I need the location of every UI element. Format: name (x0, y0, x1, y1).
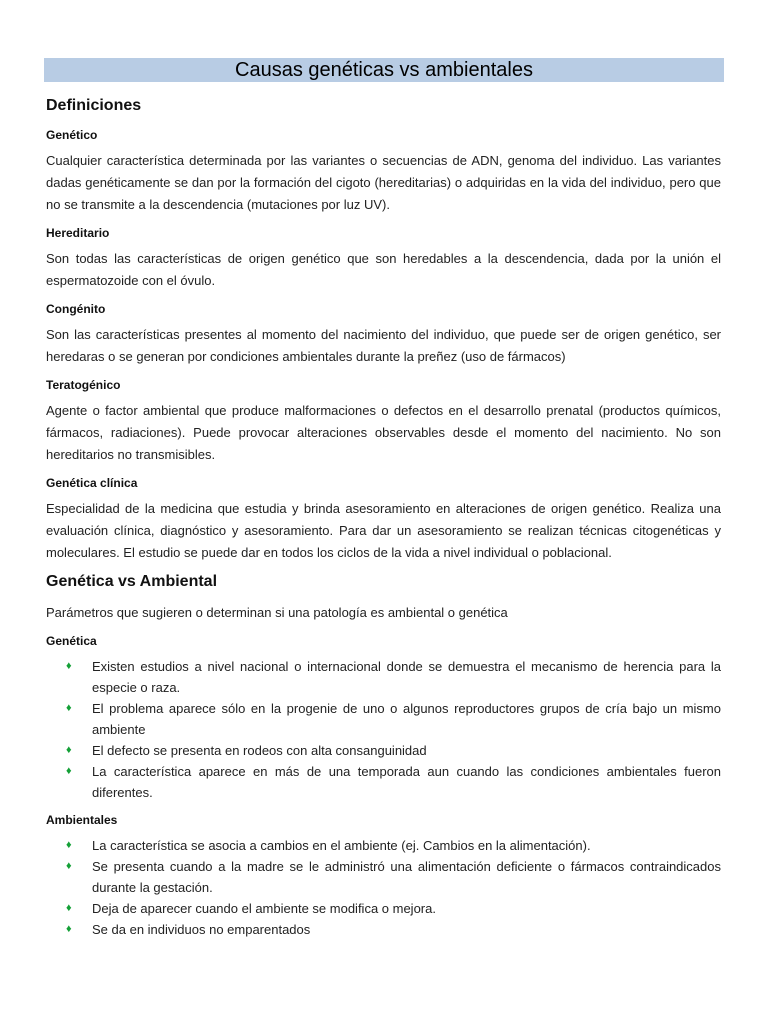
diamond-bullet-icon: ♦ (66, 860, 72, 872)
list-item (66, 856, 721, 898)
diamond-bullet-icon: ♦ (66, 923, 72, 935)
document-title: Causas genéticas vs ambientales (44, 58, 724, 82)
list-item (66, 919, 721, 940)
genetic-list (46, 656, 721, 803)
list-item-text: La característica se asocia a cambios en el ambiente (ej. Cambios en la alimentación). (92, 838, 591, 853)
environmental-list (46, 835, 721, 940)
genetic-heading: Genética (46, 634, 97, 648)
term-hereditario: Hereditario (46, 226, 110, 240)
diamond-bullet-icon: ♦ (66, 660, 72, 672)
term-genetica-clinica: Genética clínica (46, 476, 138, 490)
definition-hereditario: Son todas las características de origen genético que son heredables a la descendencia, dada por la unión el espermatozoide con el óvulo. (46, 251, 721, 288)
list-item-text: La característica aparece en más de una temporada aun cuando las condiciones ambientales fueron diferentes. (92, 764, 721, 800)
definition-genetica-clinica: Especialidad de la medicina que estudia y brinda asesoramiento en alteraciones de origen genético. Realiza una evaluación clínica, diagnóstico y asesoramiento. Para dar un asesoramiento se realizan técnicas citogenéticas y moleculares. El estudio se puede dar en todos los ciclos de la vida a nivel individual o poblacional. (46, 501, 721, 560)
list-item (66, 835, 721, 856)
diamond-bullet-icon: ♦ (66, 702, 72, 714)
list-item (66, 761, 721, 803)
definitions-heading: Definiciones (46, 97, 142, 114)
list-item-text: Deja de aparecer cuando el ambiente se modifica o mejora. (92, 901, 436, 916)
list-item-text: Se presenta cuando a la madre se le administró una alimentación deficiente o fármacos contraindicados durante la gestación. (92, 859, 721, 895)
term-genetico: Genético (46, 128, 98, 142)
list-item-text: Se da en individuos no emparentados (92, 922, 311, 937)
list-item (66, 698, 721, 740)
environmental-heading: Ambientales (46, 813, 118, 827)
diamond-bullet-icon: ♦ (66, 744, 72, 756)
list-item (66, 898, 721, 919)
list-item-text: El defecto se presenta en rodeos con alta consanguinidad (92, 743, 427, 758)
comparison-heading: Genética vs Ambiental (46, 573, 218, 590)
definition-genetico: Cualquier característica determinada por las variantes o secuencias de ADN, genoma del individuo. Las variantes dadas genéticamente se dan por la formación del cigoto (hereditarias) o adquiridas en la vida del individuo, pero que no se transmite a la descendencia (mutaciones por luz UV). (46, 153, 721, 212)
diamond-bullet-icon: ♦ (66, 839, 72, 851)
definition-congenito: Son las características presentes al momento del nacimiento del individuo, que puede ser de origen genético, ser heredaras o se generan por condiciones ambientales durante la preñez (uso de fármacos) (46, 327, 721, 364)
list-item-text: El problema aparece sólo en la progenie de uno o algunos reproductores grupos de cría bajo un mismo ambiente (92, 701, 721, 737)
diamond-bullet-icon: ♦ (66, 765, 72, 777)
list-item (66, 740, 721, 761)
list-item (66, 656, 721, 698)
list-item-text: Existen estudios a nivel nacional o internacional donde se demuestra el mecanismo de herencia para la especie o raza. (92, 659, 721, 695)
definition-teratogenico: Agente o factor ambiental que produce malformaciones o defectos en el desarrollo prenatal (productos químicos, fármacos, radiaciones). Puede provocar alteraciones observables desde el momento del nacimiento. No son hereditarios no transmisibles. (46, 403, 721, 462)
document-body (46, 96, 721, 948)
diamond-bullet-icon: ♦ (66, 902, 72, 914)
term-teratogenico: Teratogénico (46, 378, 121, 392)
comparison-intro: Parámetros que sugieren o determinan si una patología es ambiental o genética (46, 605, 508, 620)
term-congenito: Congénito (46, 302, 106, 316)
